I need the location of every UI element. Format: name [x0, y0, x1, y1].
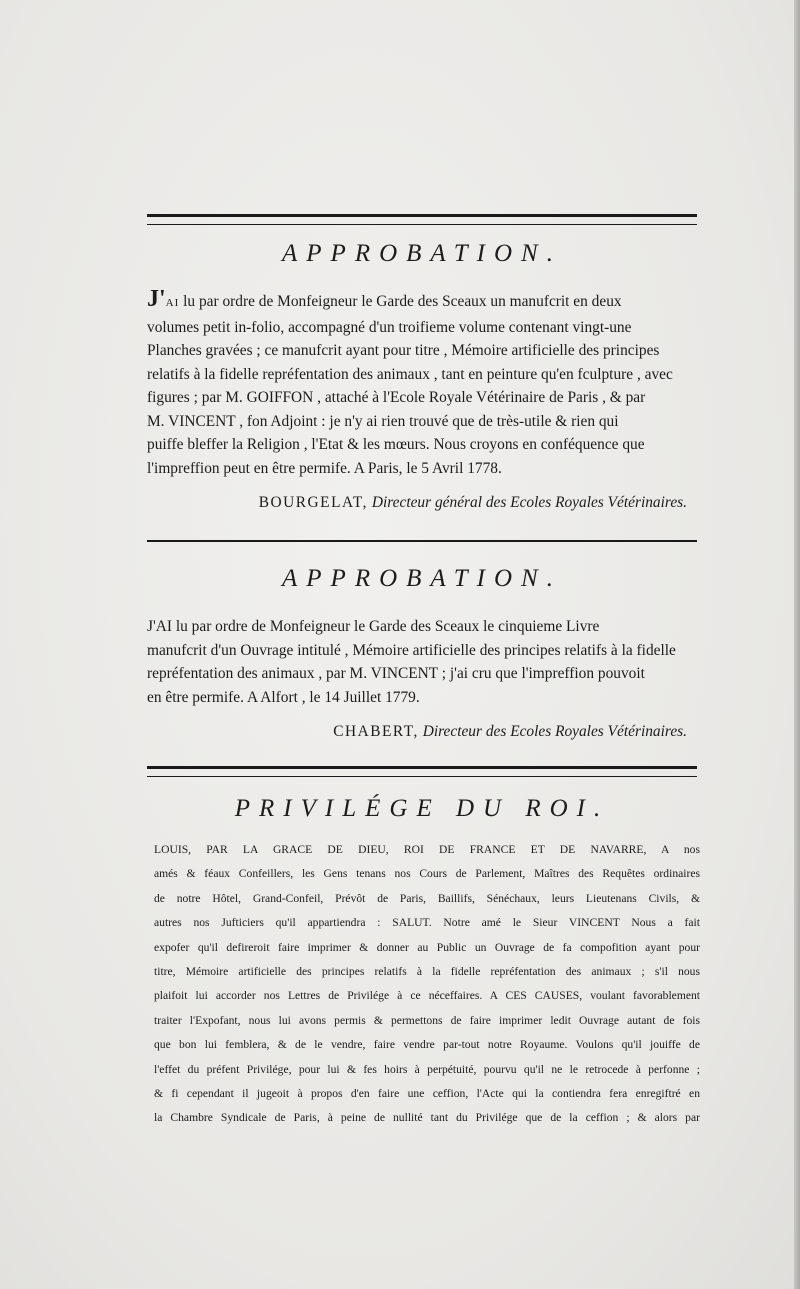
signature-title: Directeur général des Ecoles Royales Vétérinaires.	[371, 494, 687, 511]
middle-rule-1	[147, 540, 697, 542]
line: que bon lui femblera, & de le vendre, faire vendre par-tout notre Royaume. Voulons qu'il jouiffe de	[154, 1038, 700, 1052]
line: en être permife. A Alfort , le 14 Juillet 1779.	[147, 688, 420, 706]
line: LOUIS, PAR LA GRACE DE DIEU, ROI DE FRANCE ET DE NAVARRE, A nos	[154, 843, 700, 856]
line: J'AI lu par ordre de Monfeigneur le Garde des Sceaux un manufcrit en deux	[147, 286, 622, 312]
line: titre, Mémoire artificielle des principes relatifs à la fidelle repréfentation des animaux ; s'il nous	[154, 965, 700, 979]
approbation-heading-2: APPROBATION.	[282, 565, 562, 592]
line: & fi cependant il jugeoit à propos d'en faire une ceffion, l'Acte qui la contiendra fera enregiftré en	[154, 1087, 700, 1101]
signature-name: CHABERT,	[333, 723, 419, 740]
line: puiffe bleffer la Religion , l'Etat & les mœurs. Nous croyons en conféquence que	[147, 436, 645, 453]
line: traiter l'Expofant, nous lui avons permis & permettons de faire imprimer ledit Ouvrage autant de fois	[154, 1013, 700, 1027]
line: volumes petit in-folio, accompagné d'un troifieme volume contenant vingt-une	[147, 318, 632, 336]
approbation-heading-1: APPROBATION.	[282, 240, 562, 267]
privilege-text	[154, 838, 700, 1131]
privilege-double-rule	[147, 766, 697, 777]
line: expofer qu'il defireroit faire imprimer & donner au Public un Ouvrage de fa compofition ayant pour	[154, 940, 700, 954]
top-double-rule	[147, 214, 697, 225]
approbation-text-2	[147, 615, 699, 709]
signature-name: BOURGELAT,	[258, 494, 368, 511]
line: repréfentation des animaux , par M. VINCENT ; j'ai cru que l'impreffion pouvoit	[147, 665, 645, 682]
line: l'effet du préfent Privilége, pour lui & fes hoirs à perpétuité, pourvu qu'il ne le retrocede à perfonne ;	[154, 1062, 700, 1076]
page-edge	[794, 0, 800, 1289]
signature-title: Directeur des Ecoles Royales Vétérinaires.	[422, 723, 687, 740]
signature-bourgelat	[259, 494, 687, 512]
signature-chabert	[333, 723, 687, 741]
privilege-heading: PRIVILÉGE DU ROI.	[234, 795, 610, 822]
line: plaifoit lui accorder nos Lettres de Privilége à ce néceffaires. A CES CAUSES, voulant favorablement	[154, 989, 700, 1003]
line: autres nos Jufticiers qu'il appartiendra : SALUT. Notre amé le Sieur VINCENT Nous a fait	[154, 916, 700, 930]
line: figures ; par M. GOIFFON , attaché à l'Ecole Royale Vétérinaire de Paris , & par	[147, 389, 646, 406]
line: l'impreffion peut en être permife. A Paris, le 5 Avril 1778.	[147, 459, 502, 477]
line: J'AI lu par ordre de Monfeigneur le Garde des Sceaux le cinquieme Livre	[147, 618, 600, 635]
line: Planches gravées ; ce manufcrit ayant pour titre , Mémoire artificielle des principes	[147, 342, 660, 359]
line: relatifs à la fidelle repréfentation des animaux , tant en peinture qu'en fculpture , avec	[147, 365, 673, 383]
line: manufcrit d'un Ouvrage intitulé , Mémoire artificielle des principes relatifs à la fidelle	[147, 641, 676, 659]
approbation-text-1	[147, 286, 699, 480]
line: amés & féaux Confeillers, les Gens tenans nos Cours de Parlement, Maîtres des Requêtes ordinaires	[154, 867, 700, 881]
line: de notre Hôtel, Grand-Confeil, Prévôt de Paris, Baillifs, Sénéchaux, leurs Lieutenans Civils, &	[154, 891, 700, 905]
line: la Chambre Syndicale de Paris, à peine de nullité tant du Privilége que de la ceffion ; & alors par	[154, 1111, 700, 1125]
line: M. VINCENT , fon Adjoint : je n'y ai rien trouvé que de très-utile & rien qui	[147, 412, 619, 430]
